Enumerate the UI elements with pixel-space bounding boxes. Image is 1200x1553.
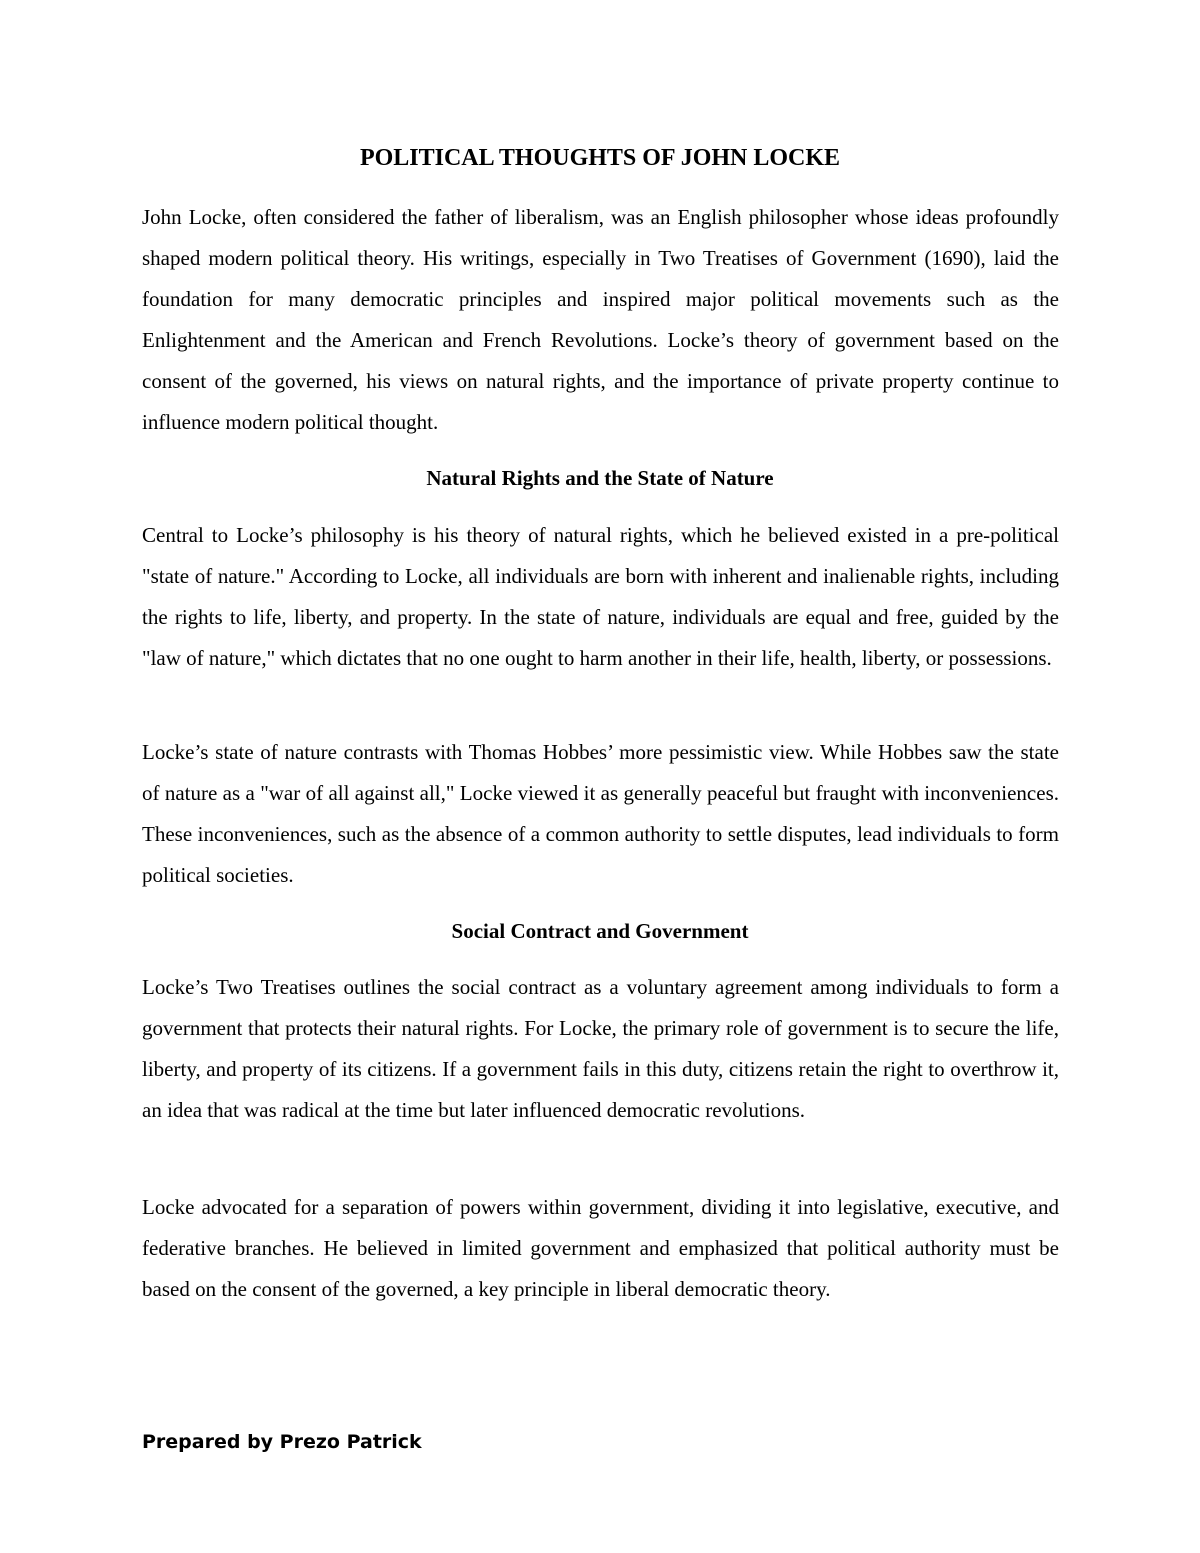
document-title: POLITICAL THOUGHTS OF JOHN LOCKE [359, 145, 841, 171]
section-heading-social-contract: Social Contract and Government [451, 919, 749, 943]
section-heading-natural-rights: Natural Rights and the State of Nature [426, 466, 774, 490]
section-paragraph: Locke’s state of nature contrasts with Thomas Hobbes’ more pessimistic view. While Hobbes saw the state of nature as a "war of all against all," Locke viewed it as generally peaceful but fraught with inconveniences. These inconveniences, such as the absence of a common authority to settle disputes, lead individuals to form political societies. [142, 740, 1059, 887]
section-paragraph: Locke’s Two Treatises outlines the social contract as a voluntary agreement among individuals to form a government that protects their natural rights. For Locke, the primary role of government is to secure the life, liberty, and property of its citizens. If a government fails in this duty, citizens retain the right to overthrow it, an idea that was radical at the time but later influenced democratic revolutions. [142, 975, 1059, 1122]
author-credit: Prepared by Prezo Patrick [142, 1431, 422, 1453]
section-paragraph: Central to Locke’s philosophy is his theory of natural rights, which he believed existed in a pre-political "state of nature." According to Locke, all individuals are born with inherent and inalienable rights, including the rights to life, liberty, and property. In the state of nature, individuals are equal and free, guided by the "law of nature," which dictates that no one ought to harm another in their life, health, liberty, or possessions. [142, 523, 1059, 670]
intro-paragraph: John Locke, often considered the father of liberalism, was an English philosopher whose ideas profoundly shaped modern political theory. His writings, especially in Two Treatises of Government (1690), laid the foundation for many democratic principles and inspired major political movements such as the Enlightenment and the American and French Revolutions. Locke’s theory of government based on the consent of the governed, his views on natural rights, and the importance of private property continue to influence modern political thought. [142, 205, 1059, 434]
section-paragraph: Locke advocated for a separation of powers within government, dividing it into legislative, executive, and federative branches. He believed in limited government and emphasized that political authority must be based on the consent of the governed, a key principle in liberal democratic theory. [142, 1195, 1059, 1301]
